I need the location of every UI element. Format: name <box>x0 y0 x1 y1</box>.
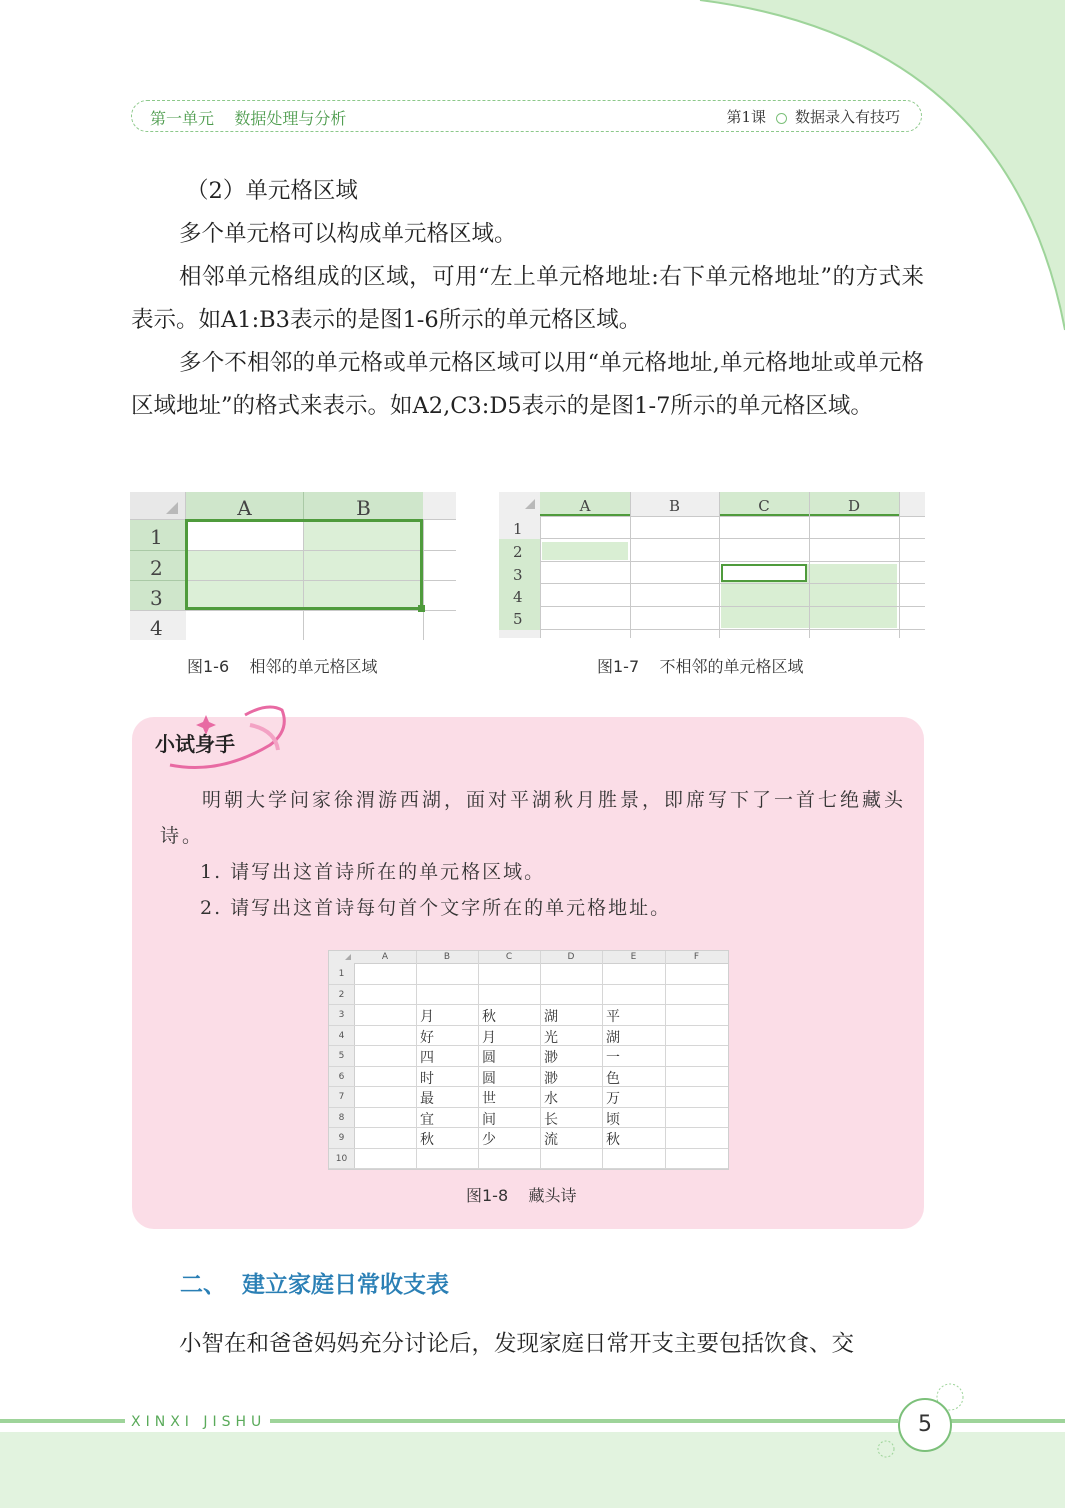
column-header: D <box>567 952 575 962</box>
question-1: 1. 请写出这首诗所在的单元格区域。 <box>200 861 546 883</box>
poem-cell: 秋 <box>420 1132 434 1148</box>
row-header: 3 <box>338 1010 345 1020</box>
practice-intro-cont: 诗。 <box>160 825 205 847</box>
triangle-icon <box>523 497 537 511</box>
footer-label: XINXI JISHU <box>131 1414 267 1430</box>
poem-cell: 四 <box>420 1050 434 1066</box>
poem-cell: 最 <box>420 1091 434 1107</box>
row-header-5: 5 <box>513 610 523 628</box>
row-header: 1 <box>338 969 345 979</box>
row-header: 6 <box>338 1071 345 1082</box>
column-header-a: A <box>540 492 630 516</box>
figure-caption: 图1-6 相邻的单元格区域 <box>187 657 378 676</box>
column-header-b: B <box>303 492 423 520</box>
paragraph: 多个不相邻的单元格或单元格区域可以用“单元格地址,单元格地址或单元格区域地址”的格式来表示。如A2,C3:D5表示的是图1-7所示的单元格区域。 <box>131 350 924 419</box>
poem-cell: 时 <box>420 1070 434 1087</box>
row-header: 4 <box>338 1030 345 1041</box>
figure-1-7-spreadsheet <box>499 492 925 638</box>
poem-cell: 长 <box>544 1111 558 1128</box>
column-header: E <box>630 952 637 962</box>
selection-border <box>185 519 423 610</box>
poem-cell: 间 <box>482 1111 496 1128</box>
subheading: （2）单元格区域 <box>186 178 358 204</box>
poem-cell: 顷 <box>606 1111 620 1128</box>
column-header-b: B <box>668 497 681 515</box>
poem-cell: 好 <box>420 1029 434 1046</box>
row-header-1: 1 <box>130 520 186 550</box>
row-header: 9 <box>338 1133 345 1143</box>
poem-cell: 宜 <box>420 1111 434 1128</box>
row-header-3: 3 <box>513 566 523 584</box>
selected-cell-a2 <box>542 542 628 560</box>
row-header: 5 <box>338 1051 345 1061</box>
row-header-3: 3 <box>130 580 186 610</box>
poem-cell: 世 <box>482 1091 496 1107</box>
column-header: C <box>505 952 513 962</box>
column-header-c: C <box>719 492 809 516</box>
figure-1-8-spreadsheet <box>328 950 729 1170</box>
row-header: 2 <box>338 989 345 1000</box>
poem-cell: 平 <box>606 1009 620 1025</box>
column-header-blank <box>423 492 456 520</box>
paragraph: 小智在和爸爸妈妈充分讨论后，发现家庭日常开支主要包括饮食、交 <box>179 1331 855 1357</box>
poem-cell: 水 <box>544 1091 558 1107</box>
triangle-icon <box>164 500 180 516</box>
section-title: 二、 建立家庭日常收支表 <box>180 1271 450 1298</box>
poem-cell: 一 <box>606 1050 620 1066</box>
unit-title: 第一单元 数据处理与分析 <box>150 109 347 128</box>
paragraph: 相邻单元格组成的区域，可用“左上单元格地址:右下单元格地址”的方式来表示。如A1:B3表示的是图1-6所示的单元格区域。 <box>131 264 924 333</box>
practice-intro: 明朝大学问家徐渭游西湖，面对平湖秋月胜景，即席写下了一首七绝藏头 <box>202 789 907 811</box>
poem-cell: 万 <box>606 1091 620 1107</box>
lesson-title <box>726 106 900 127</box>
poem-cell: 月 <box>482 1029 496 1046</box>
column-header: A <box>381 952 389 962</box>
column-header: B <box>443 952 451 962</box>
poem-cell: 秋 <box>606 1132 620 1148</box>
row-header-2: 2 <box>130 550 186 580</box>
figure-1-6-spreadsheet <box>130 492 456 640</box>
practice-title: 小试身手 <box>155 732 235 756</box>
row-header-4: 4 <box>513 588 523 606</box>
poem-cell: 色 <box>606 1070 620 1087</box>
poem-cell: 少 <box>482 1132 496 1148</box>
fill-handle <box>418 605 425 612</box>
figure-caption: 图1-7 不相邻的单元格区域 <box>597 657 804 676</box>
poem-cell: 圆 <box>482 1050 496 1066</box>
triangle-icon <box>344 953 352 961</box>
active-cell-c3 <box>721 564 807 582</box>
poem-cell: 湖 <box>606 1029 620 1046</box>
row-header: 7 <box>338 1092 345 1102</box>
lesson-number: 第1课 <box>726 108 766 126</box>
poem-cell: 渺 <box>544 1050 558 1066</box>
figure-caption: 图1-8 藏头诗 <box>466 1186 577 1205</box>
row-header-2: 2 <box>513 543 523 561</box>
poem-cell: 渺 <box>544 1070 558 1087</box>
paragraph: 多个单元格可以构成单元格区域。 <box>179 221 517 247</box>
row-header: 10 <box>335 1153 348 1164</box>
poem-cell: 流 <box>544 1132 558 1148</box>
column-header-d: D <box>809 492 899 516</box>
row-header-4: 4 <box>130 610 186 640</box>
poem-cell: 光 <box>544 1029 558 1046</box>
column-header: F <box>693 952 700 962</box>
row-header-1: 1 <box>513 520 523 538</box>
poem-cell: 圆 <box>482 1070 496 1087</box>
poem-cell: 湖 <box>544 1009 558 1025</box>
page-number: 5 <box>898 1398 952 1452</box>
lesson-name: 数据录入有技巧 <box>794 108 900 126</box>
poem-cell: 秋 <box>482 1009 496 1025</box>
circle-icon <box>776 113 787 124</box>
poem-cell: 月 <box>420 1009 434 1025</box>
row-header: 8 <box>338 1112 345 1123</box>
column-header-a: A <box>186 492 303 520</box>
question-2: 2. 请写出这首诗每句首个文字所在的单元格地址。 <box>200 897 672 919</box>
